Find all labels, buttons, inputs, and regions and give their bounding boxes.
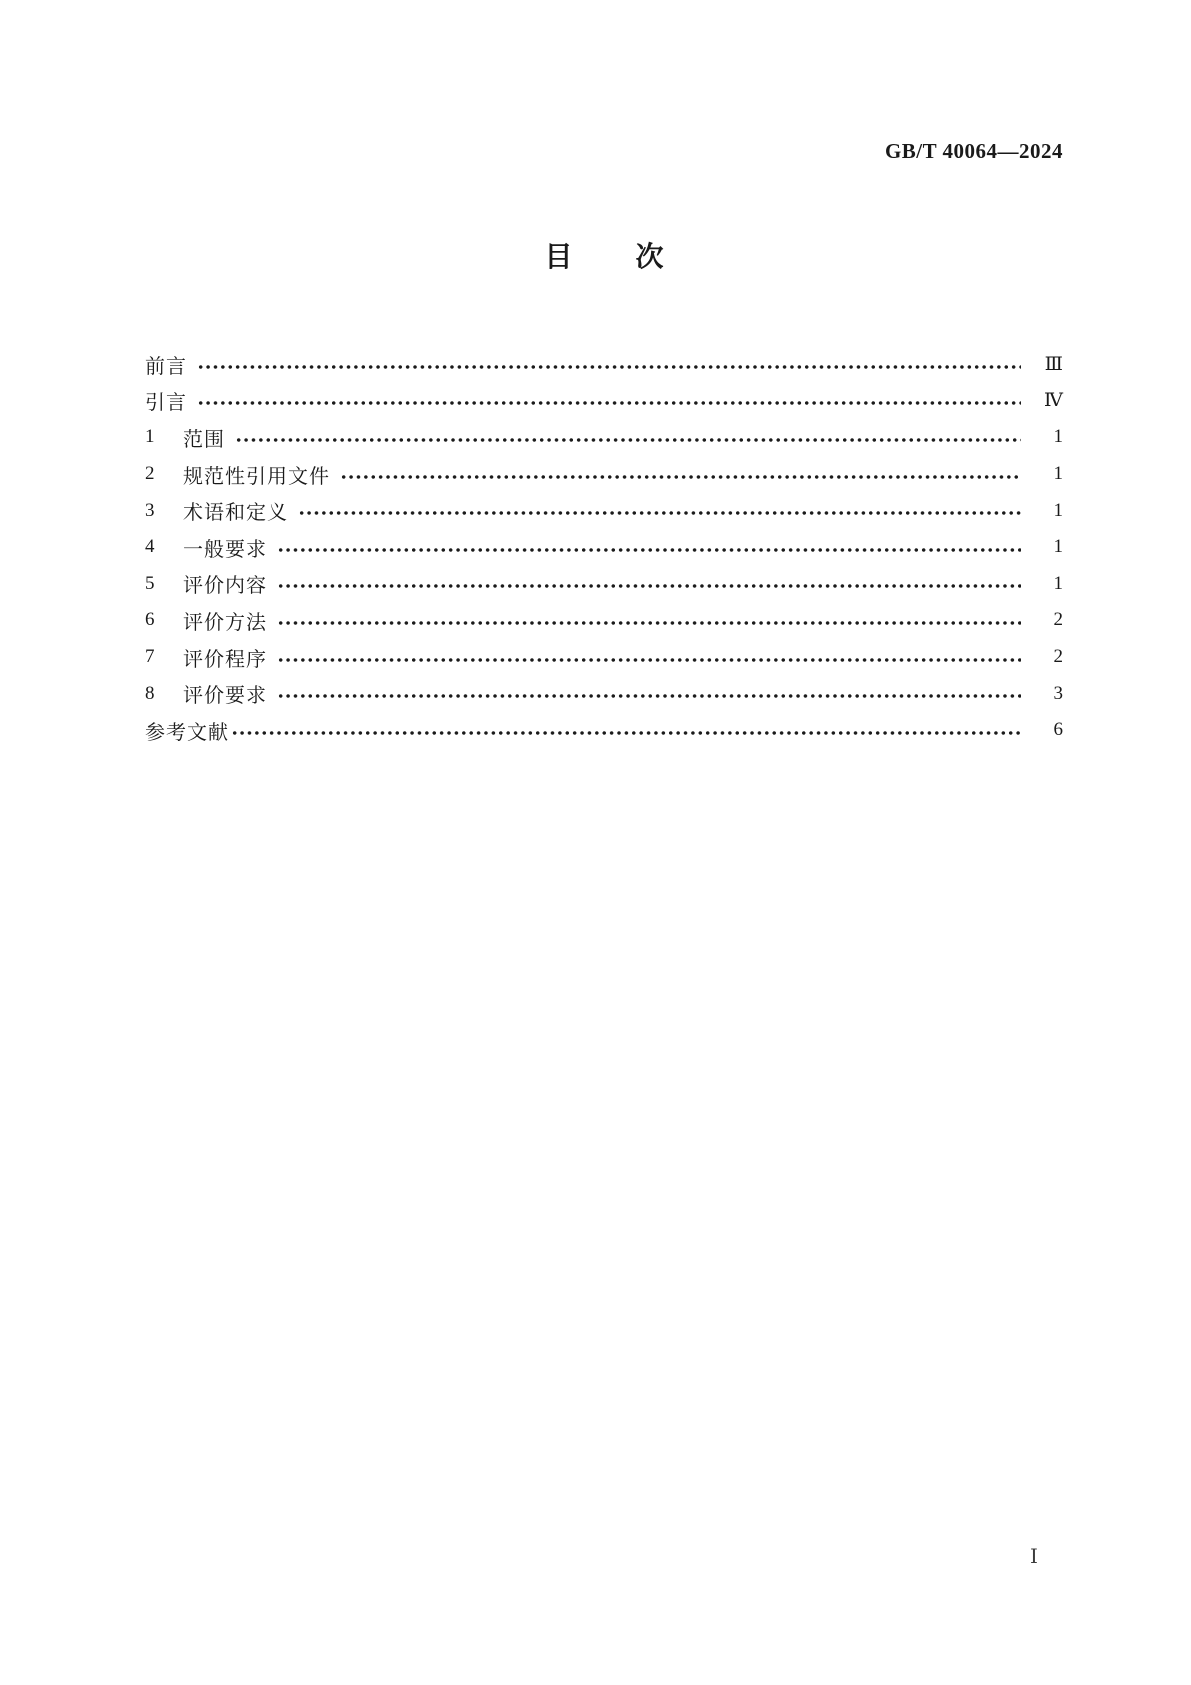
toc-entry	[145, 602, 1063, 639]
toc-entry-title: 规范性引用文件	[183, 465, 330, 488]
toc-entry-page: 2	[1053, 609, 1063, 631]
footer-page-number: Ⅰ	[1030, 1546, 1038, 1568]
toc-entry-page: 6	[1053, 719, 1063, 741]
toc-entry-title: 术语和定义	[183, 502, 288, 525]
dot-leader	[231, 729, 1021, 737]
toc-entry	[145, 456, 1063, 493]
dot-leader	[277, 656, 1021, 664]
dot-leader	[235, 436, 1021, 444]
toc-entry-title: 评价要求	[183, 685, 267, 708]
toc-entry-number: 6	[145, 609, 155, 631]
table-of-contents	[145, 346, 1063, 749]
toc-entry	[145, 566, 1063, 603]
toc-entry-page: 1	[1053, 499, 1063, 521]
toc-entry-page: 2	[1053, 646, 1063, 668]
toc-entry-page: Ⅲ	[1044, 353, 1063, 375]
dot-leader	[277, 546, 1021, 554]
toc-entry	[145, 639, 1063, 676]
toc-entry-title: 评价内容	[183, 575, 267, 598]
toc-entry-title: 参考文献	[145, 721, 229, 744]
toc-entry-page: 1	[1053, 572, 1063, 594]
toc-entry-title: 范围	[183, 428, 225, 451]
toc-entry	[145, 529, 1063, 566]
dot-leader	[197, 399, 1021, 407]
toc-entry-number: 7	[145, 646, 155, 668]
standard-number: GB/T 40064—2024	[884, 139, 1063, 163]
dot-leader	[277, 582, 1021, 590]
toc-entry-title: 一般要求	[183, 538, 267, 561]
dot-leader	[277, 619, 1021, 627]
toc-entry	[145, 383, 1063, 420]
toc-entry-title: 评价方法	[183, 611, 267, 634]
page-title: 目 次	[544, 242, 664, 273]
toc-entry-number: 8	[145, 682, 155, 704]
toc-entry	[145, 492, 1063, 529]
toc-entry	[145, 346, 1063, 383]
dot-leader	[197, 363, 1021, 371]
toc-entry	[145, 712, 1063, 749]
toc-entry-title: 前言	[145, 355, 187, 378]
toc-entry-page: 1	[1053, 463, 1063, 485]
toc-entry-number: 5	[145, 572, 155, 594]
dot-leader	[340, 473, 1021, 481]
toc-entry-number: 2	[145, 463, 155, 485]
dot-leader	[277, 692, 1021, 700]
toc-entry-page: 3	[1053, 682, 1063, 704]
toc-entry-title: 引言	[145, 392, 187, 415]
toc-entry-page: 1	[1053, 536, 1063, 558]
toc-entry-page: 1	[1053, 426, 1063, 448]
toc-entry	[145, 419, 1063, 456]
dot-leader	[298, 509, 1021, 517]
toc-entry-number: 4	[145, 536, 155, 558]
toc-entry-number: 3	[145, 499, 155, 521]
toc-entry-number: 1	[145, 426, 155, 448]
toc-entry-title: 评价程序	[183, 648, 267, 671]
toc-entry	[145, 675, 1063, 712]
toc-entry-page: Ⅳ	[1044, 390, 1063, 412]
